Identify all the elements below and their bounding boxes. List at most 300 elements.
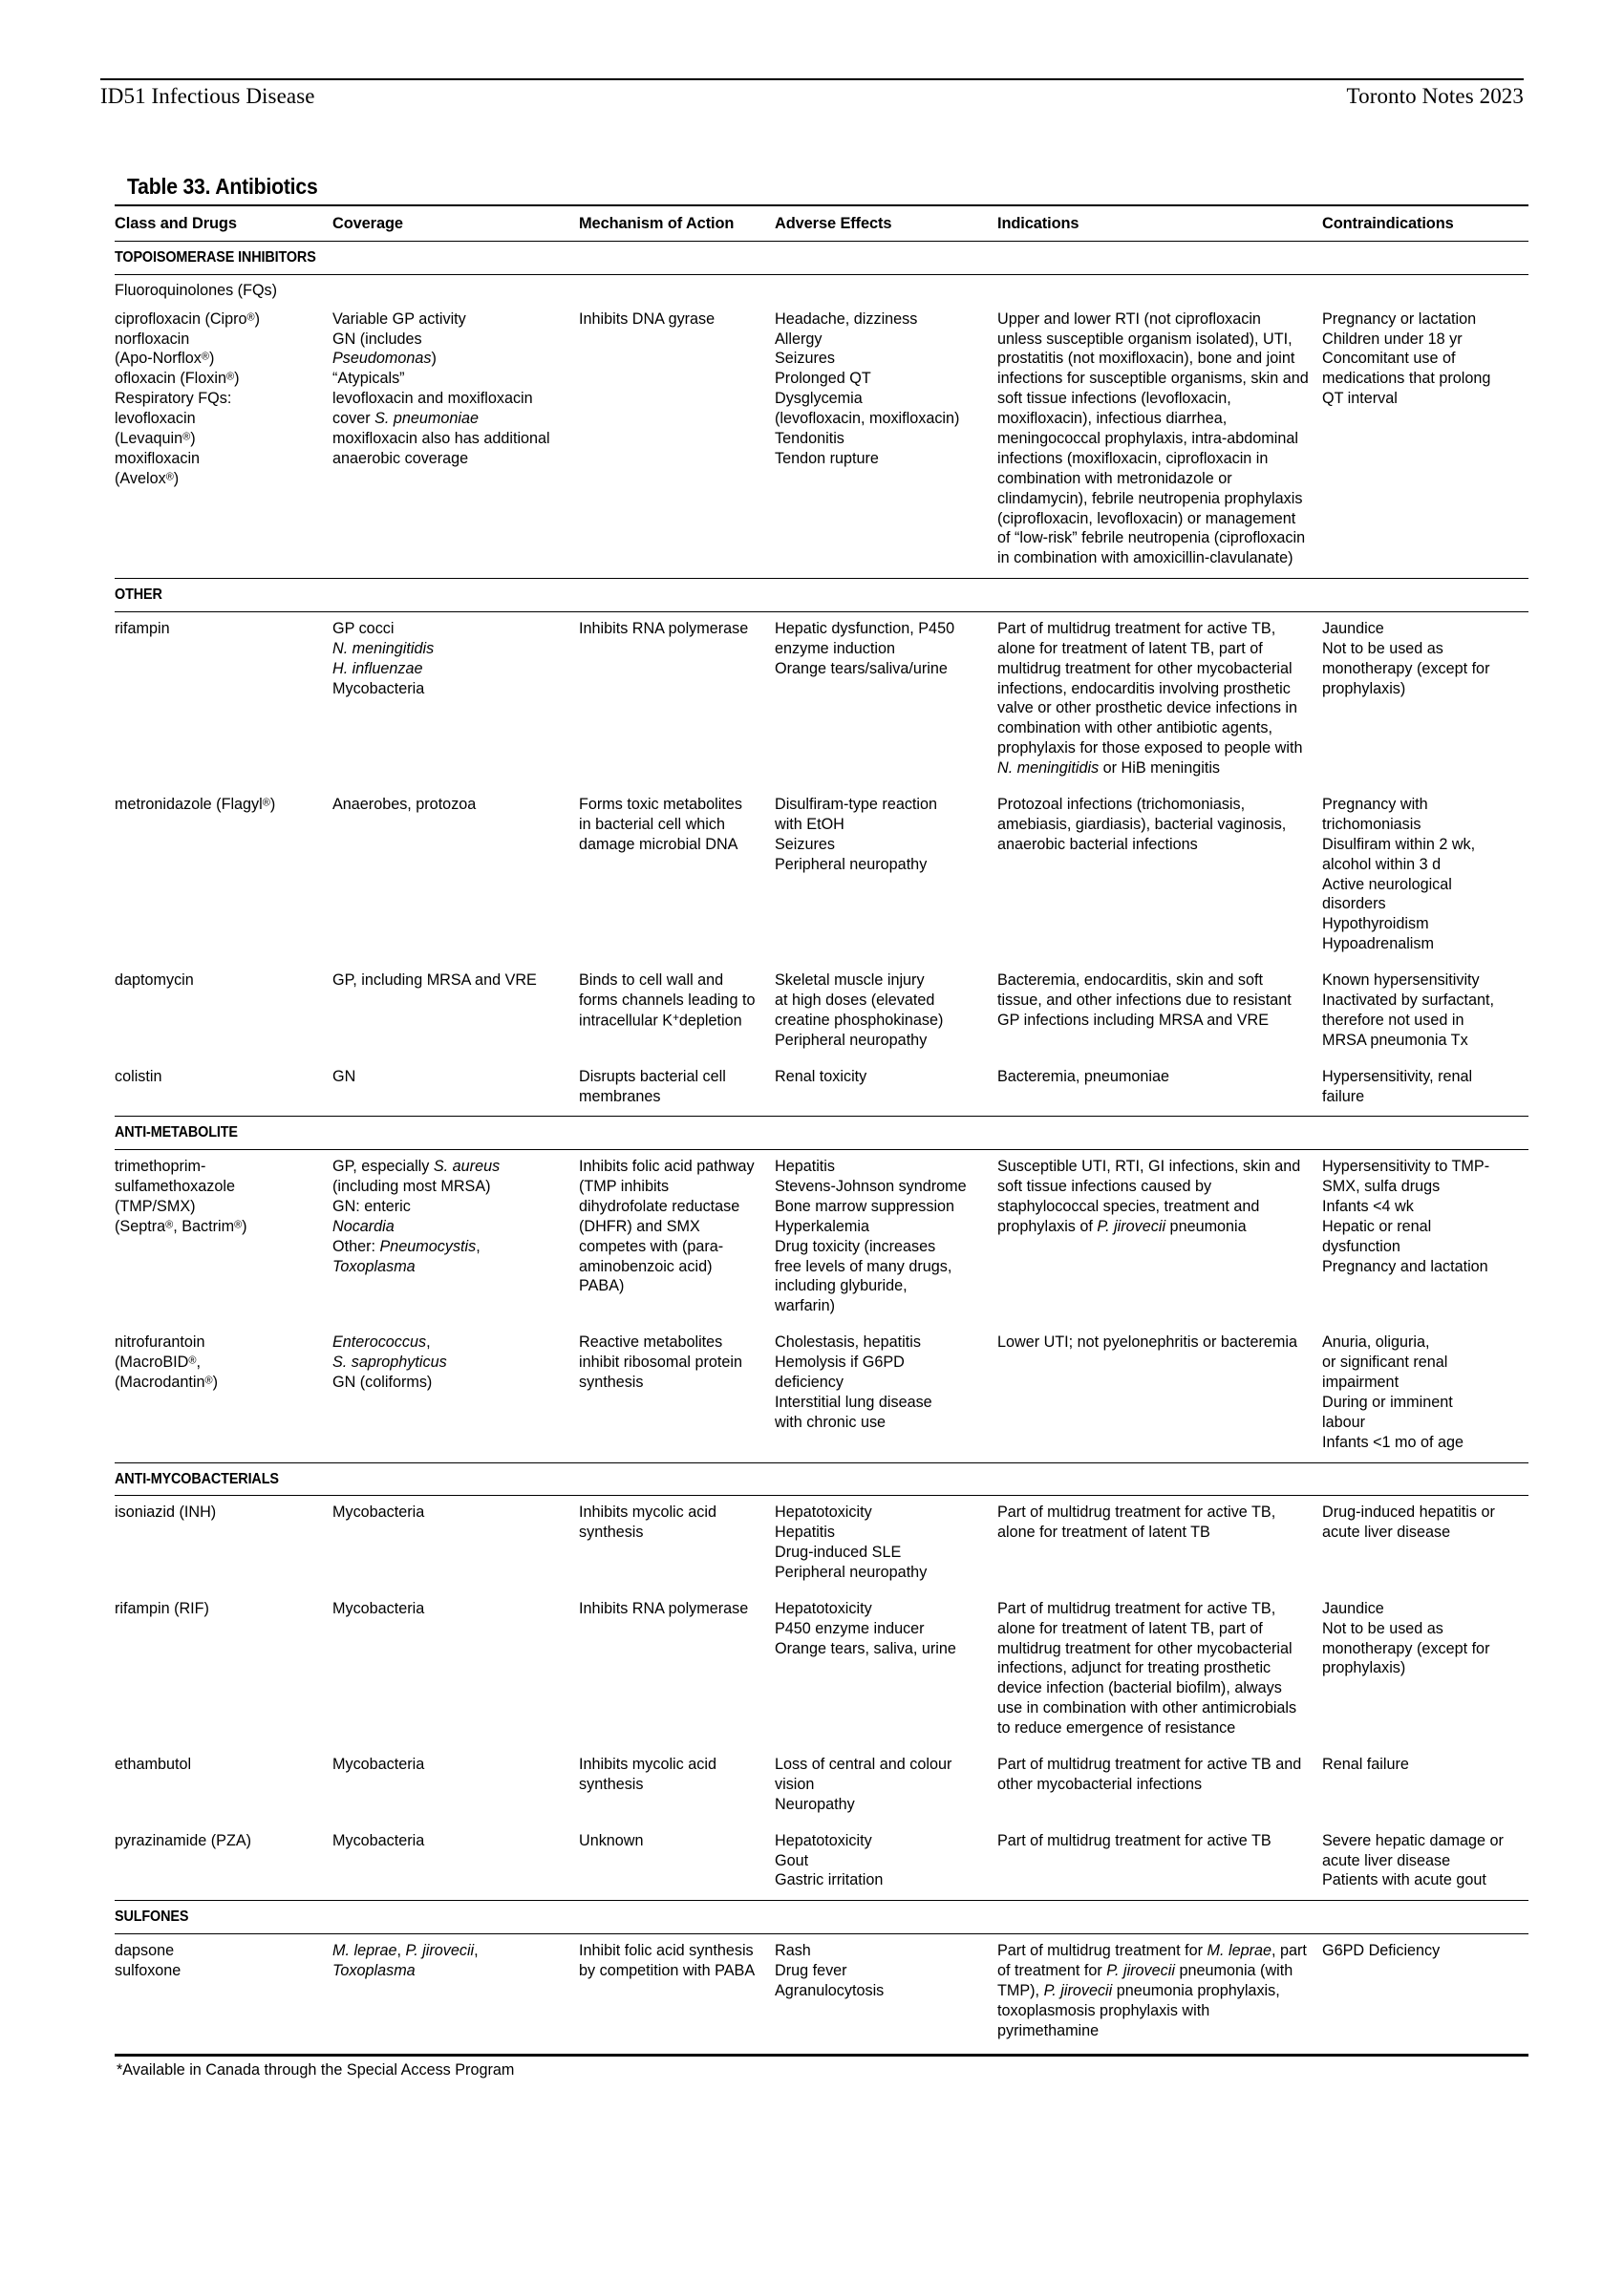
- cell-class-and-drugs: [115, 611, 332, 788]
- cell-line: with EtOH: [775, 815, 844, 833]
- cell-line: metronidazole (Flagyl®): [115, 796, 276, 813]
- cell-line: ofloxacin (Floxin®): [115, 370, 240, 388]
- cell-line: trichomoniasis: [1322, 815, 1421, 833]
- cell-coverage: [332, 303, 579, 579]
- cell-paragraph: Part of multidrug treatment for active TB: [997, 1831, 1271, 1849]
- cell-contraindications: [1322, 1824, 1528, 1901]
- section-name: ANTI-METABOLITE: [115, 1117, 1528, 1150]
- cell-adverse-effects: [775, 964, 997, 1060]
- section-name: TOPOISOMERASE INHIBITORS: [115, 242, 1528, 275]
- table-title: Table 33. Antibiotics: [127, 174, 318, 199]
- cell-line: inhibit ribosomal protein: [579, 1354, 742, 1372]
- cell-paragraph: Part of multidrug treatment for active TB, alone for treatment of latent TB: [997, 1504, 1276, 1542]
- cell-line: Hepatotoxicity: [775, 1831, 872, 1849]
- cell-contraindications: [1322, 1060, 1528, 1117]
- cell-line: Inhibits mycolic acid: [579, 1504, 716, 1522]
- cell-paragraph: Bacteremia, pneumoniae: [997, 1067, 1169, 1085]
- cell-mechanism: [579, 1496, 775, 1592]
- cell-line: failure: [1322, 1087, 1365, 1105]
- cell-class-and-drugs: [115, 964, 332, 1060]
- cell-line: moxifloxacin: [115, 449, 201, 467]
- cell-line: (Apo-Norflox®): [115, 350, 215, 368]
- cell-line: GN (coliforms): [332, 1374, 433, 1391]
- cell-line: isoniazid (INH): [115, 1504, 217, 1522]
- cell-line: Drug-induced SLE: [775, 1543, 902, 1561]
- running-head-left: ID51 Infectious Disease: [100, 84, 315, 108]
- cell-line: prophylaxis): [1322, 679, 1406, 697]
- section-name: ANTI-MYCOBACTERIALS: [115, 1462, 1528, 1496]
- cell-line: (DHFR) and SMX: [579, 1217, 700, 1235]
- cell-line: S. saprophyticus: [332, 1354, 447, 1372]
- section-header-row: [115, 1901, 1528, 1934]
- cell-line: colistin: [115, 1067, 162, 1085]
- cell-line: Disulfiram within 2 wk,: [1322, 835, 1476, 853]
- cell-mechanism: [579, 1748, 775, 1824]
- cell-line: synthesis: [579, 1524, 644, 1542]
- cell-line: GN: enteric: [332, 1197, 411, 1215]
- column-header-4: Indications: [997, 205, 1322, 242]
- cell-mechanism: [579, 1060, 775, 1117]
- table-row: [115, 1824, 1528, 1901]
- cell-mechanism: [579, 611, 775, 788]
- cell-line: damage microbial DNA: [579, 835, 738, 853]
- antibiotics-table: [115, 204, 1528, 2050]
- cell-indications: [997, 964, 1322, 1060]
- cell-paragraph: Part of multidrug treatment for active TB, alone for treatment of latent TB, part of multidrug treatment for other mycobacterial infections, adjunct for treating prosthetic device infection (bacterial biofilm), always use in combination with other antimicrobials to reduce emergence of resistance: [997, 1599, 1297, 1738]
- cell-line: Active neurological: [1322, 875, 1452, 893]
- cell-line: nitrofurantoin: [115, 1333, 205, 1352]
- cell-line: Renal toxicity: [775, 1067, 867, 1085]
- cell-line: Cholestasis, hepatitis: [775, 1333, 921, 1352]
- cell-contraindications: [1322, 788, 1528, 964]
- cell-line: Not to be used as: [1322, 1619, 1443, 1637]
- cell-contraindications: [1322, 1496, 1528, 1592]
- cell-line: (TMP inhibits: [579, 1177, 670, 1195]
- cell-line: Severe hepatic damage or: [1322, 1831, 1504, 1849]
- cell-line: impairment: [1322, 1374, 1400, 1391]
- cell-line: anaerobic coverage: [332, 449, 469, 467]
- cell-line: (TMP/SMX): [115, 1197, 196, 1215]
- cell-class-and-drugs: [115, 1326, 332, 1462]
- cell-class-and-drugs: [115, 1748, 332, 1824]
- cell-line: Disulfiram-type reaction: [775, 796, 938, 813]
- cell-line: Inhibits folic acid pathway: [579, 1158, 755, 1176]
- cell-adverse-effects: [775, 1933, 997, 2050]
- cell-line: Pregnancy and lactation: [1322, 1257, 1488, 1275]
- cell-line: trimethoprim-: [115, 1158, 206, 1176]
- table-row: [115, 303, 1528, 579]
- cell-contraindications: [1322, 1933, 1528, 2050]
- cell-line: Toxoplasma: [332, 1961, 416, 1979]
- footnote: *Available in Canada through the Special Access Program: [117, 2061, 515, 2079]
- cell-line: Infants <1 mo of age: [1322, 1433, 1464, 1451]
- cell-line: (Septra®, Bactrim®): [115, 1217, 247, 1235]
- cell-line: disorders: [1322, 895, 1386, 913]
- cell-class-and-drugs: [115, 1060, 332, 1117]
- cell-indications: [997, 1496, 1322, 1592]
- cell-line: Toxoplasma: [332, 1257, 416, 1275]
- cell-line: Hypersensitivity to TMP-: [1322, 1158, 1490, 1176]
- cell-line: (Macrodantin®): [115, 1374, 218, 1391]
- cell-indications: [997, 1748, 1322, 1824]
- cell-adverse-effects: [775, 1748, 997, 1824]
- cell-line: daptomycin: [115, 971, 194, 990]
- cell-line: Renal failure: [1322, 1755, 1409, 1773]
- cell-line: Hepatitis: [775, 1158, 835, 1176]
- cell-class-and-drugs: [115, 1496, 332, 1592]
- cell-line: Inhibit folic acid synthesis: [579, 1941, 754, 1959]
- cell-line: Tendon rupture: [775, 449, 879, 467]
- cell-line: monotherapy (except for: [1322, 659, 1490, 677]
- cell-class-and-drugs: [115, 1933, 332, 2050]
- cell-indications: [997, 611, 1322, 788]
- cell-line: MRSA pneumonia Tx: [1322, 1031, 1468, 1049]
- cell-line: Pregnancy or lactation: [1322, 309, 1477, 328]
- cell-line: Jaundice: [1322, 1599, 1384, 1617]
- section-header-row: [115, 1462, 1528, 1496]
- cell-line: G6PD Deficiency: [1322, 1941, 1441, 1959]
- cell-line: Prolonged QT: [775, 370, 871, 388]
- cell-line: Peripheral neuropathy: [775, 1563, 928, 1581]
- cell-line: Mycobacteria: [332, 679, 425, 697]
- cell-line: ciprofloxacin (Cipro®): [115, 309, 261, 328]
- cell-indications: [997, 1592, 1322, 1748]
- cell-contraindications: [1322, 611, 1528, 788]
- cell-contraindications: [1322, 1150, 1528, 1327]
- cell-class-and-drugs: [115, 1592, 332, 1748]
- cell-line: with chronic use: [775, 1413, 887, 1431]
- cell-line: Inhibits RNA polymerase: [579, 1599, 749, 1617]
- cell-line: M. leprae, P. jirovecii,: [332, 1941, 479, 1959]
- cell-paragraph: Bacteremia, endocarditis, skin and soft tissue, and other infections due to resistant GP infections including MRSA and VRE: [997, 971, 1292, 1029]
- cell-line: Orange tears/saliva/urine: [775, 659, 948, 677]
- cell-line: (including most MRSA): [332, 1177, 491, 1195]
- section-header-row: [115, 242, 1528, 275]
- cell-line: Binds to cell wall and: [579, 971, 724, 990]
- cell-line: Bone marrow suppression: [775, 1197, 955, 1215]
- cell-line: (Avelox®): [115, 469, 180, 487]
- cell-line: Inhibits mycolic acid: [579, 1755, 716, 1773]
- cell-line: “Atypicals”: [332, 370, 405, 388]
- cell-coverage: [332, 1592, 579, 1748]
- cell-class-and-drugs: [115, 303, 332, 579]
- cell-line: sulfamethoxazole: [115, 1177, 235, 1195]
- cell-line: Peripheral neuropathy: [775, 855, 928, 873]
- cell-line: or significant renal: [1322, 1354, 1448, 1372]
- cell-line: QT interval: [1322, 390, 1398, 408]
- cell-line: Skeletal muscle injury: [775, 971, 925, 990]
- cell-indications: [997, 1326, 1322, 1462]
- cell-line: Mycobacteria: [332, 1504, 425, 1522]
- cell-line: vision: [775, 1775, 815, 1793]
- cell-line: pyrazinamide (PZA): [115, 1831, 252, 1849]
- cell-line: Patients with acute gout: [1322, 1871, 1486, 1889]
- cell-line: Tendonitis: [775, 430, 844, 448]
- cell-paragraph: Protozoal infections (trichomoniasis, amebiasis, giardiasis), bacterial vaginosis, anaerobic bacterial infections: [997, 796, 1287, 853]
- cell-line: N. meningitidis: [332, 639, 435, 657]
- cell-line: Anaerobes, protozoa: [332, 796, 477, 813]
- cell-line: Gout: [775, 1851, 809, 1869]
- cell-line: GP, especially S. aureus: [332, 1158, 501, 1176]
- column-header-3: Adverse Effects: [775, 205, 997, 242]
- cell-contraindications: [1322, 964, 1528, 1060]
- cell-line: Rash: [775, 1941, 811, 1959]
- cell-line: labour: [1322, 1413, 1365, 1431]
- cell-adverse-effects: [775, 1060, 997, 1117]
- column-header-1: Coverage: [332, 205, 579, 242]
- cell-line: warfarin): [775, 1297, 835, 1315]
- cell-line: Hepatotoxicity: [775, 1504, 872, 1522]
- cell-line: Known hypersensitivity: [1322, 971, 1480, 990]
- cell-line: Inhibits RNA polymerase: [579, 619, 749, 637]
- running-head-rule: [100, 78, 1524, 80]
- cell-mechanism: [579, 1824, 775, 1901]
- cell-paragraph: Lower UTI; not pyelonephritis or bacteremia: [997, 1333, 1298, 1352]
- cell-line: Not to be used as: [1322, 639, 1443, 657]
- cell-line: intracellular K+depletion: [579, 1011, 742, 1030]
- section-header-row: [115, 579, 1528, 612]
- section-header-row: [115, 1117, 1528, 1150]
- cell-line: Infants <4 wk: [1322, 1197, 1414, 1215]
- footnote-rule: [115, 2054, 1528, 2057]
- cell-indications: [997, 788, 1322, 964]
- table-row: [115, 611, 1528, 788]
- cell-contraindications: [1322, 1748, 1528, 1824]
- cell-line: acute liver disease: [1322, 1524, 1451, 1542]
- cell-line: Peripheral neuropathy: [775, 1031, 928, 1049]
- cell-line: synthesis: [579, 1374, 644, 1391]
- table-row: [115, 1592, 1528, 1748]
- section-name: OTHER: [115, 579, 1528, 612]
- cell-line: P450 enzyme inducer: [775, 1619, 925, 1637]
- cell-mechanism: [579, 1326, 775, 1462]
- cell-coverage: [332, 1824, 579, 1901]
- cell-line: Agranulocytosis: [775, 1981, 885, 1999]
- cell-line: Stevens-Johnson syndrome: [775, 1177, 967, 1195]
- cell-line: Anuria, oliguria,: [1322, 1333, 1430, 1352]
- cell-line: Allergy: [775, 330, 823, 348]
- cell-line: Children under 18 yr: [1322, 330, 1463, 348]
- cell-line: Hypersensitivity, renal: [1322, 1067, 1473, 1085]
- cell-paragraph: Part of multidrug treatment for M. leprae, part of treatment for P. jirovecii pneumonia (with TMP), P. jirovecii pneumonia prophylaxis, toxoplasmosis prophylaxis with pyrimethamine: [997, 1941, 1307, 2039]
- cell-line: Hypoadrenalism: [1322, 935, 1434, 953]
- cell-line: free levels of many drugs,: [775, 1257, 952, 1275]
- cell-line: Dysglycemia: [775, 390, 863, 408]
- table-row: [115, 1326, 1528, 1462]
- cell-line: competes with (para-: [579, 1237, 724, 1255]
- cell-coverage: [332, 611, 579, 788]
- cell-adverse-effects: [775, 1496, 997, 1592]
- cell-mechanism: [579, 303, 775, 579]
- cell-indications: [997, 1150, 1322, 1327]
- cell-adverse-effects: [775, 1592, 997, 1748]
- cell-line: Interstitial lung disease: [775, 1393, 932, 1411]
- cell-line: synthesis: [579, 1775, 644, 1793]
- cell-line: membranes: [579, 1087, 661, 1105]
- cell-line: Seizures: [775, 350, 835, 368]
- cell-line: H. influenzae: [332, 659, 423, 677]
- cell-line: rifampin: [115, 619, 170, 637]
- cell-line: ethambutol: [115, 1755, 192, 1773]
- cell-adverse-effects: [775, 611, 997, 788]
- cell-line: Drug fever: [775, 1961, 847, 1979]
- cell-line: sulfoxone: [115, 1961, 182, 1979]
- cell-line: (Levaquin®): [115, 430, 196, 448]
- cell-contraindications: [1322, 303, 1528, 579]
- cell-line: (MacroBID®,: [115, 1354, 201, 1372]
- cell-adverse-effects: [775, 303, 997, 579]
- cell-adverse-effects: [775, 788, 997, 964]
- cell-coverage: [332, 1326, 579, 1462]
- cell-line: medications that prolong: [1322, 370, 1491, 388]
- cell-line: SMX, sulfa drugs: [1322, 1177, 1441, 1195]
- table-row: [115, 1748, 1528, 1824]
- cell-line: creatine phosphokinase): [775, 1011, 944, 1029]
- cell-line: including glyburide,: [775, 1277, 908, 1295]
- cell-line: Hyperkalemia: [775, 1217, 869, 1235]
- table-row: [115, 788, 1528, 964]
- column-header-5: Contraindications: [1322, 205, 1528, 242]
- table-header-row: [115, 205, 1528, 242]
- cell-mechanism: [579, 964, 775, 1060]
- cell-line: Drug toxicity (increases: [775, 1237, 936, 1255]
- cell-line: therefore not used in: [1322, 1011, 1464, 1029]
- running-head-right: Toronto Notes 2023: [1346, 84, 1524, 108]
- cell-line: dihydrofolate reductase: [579, 1197, 740, 1215]
- cell-line: Orange tears, saliva, urine: [775, 1639, 956, 1657]
- cell-coverage: [332, 964, 579, 1060]
- section-subhead-row: [115, 274, 1528, 302]
- running-head: [100, 84, 1524, 109]
- cell-class-and-drugs: [115, 1150, 332, 1327]
- cell-line: Mycobacteria: [332, 1831, 425, 1849]
- cell-adverse-effects: [775, 1150, 997, 1327]
- cell-line: dysfunction: [1322, 1237, 1400, 1255]
- cell-line: Other: Pneumocystis,: [332, 1237, 481, 1255]
- cell-line: Hepatotoxicity: [775, 1599, 872, 1617]
- cell-line: dapsone: [115, 1941, 175, 1959]
- cell-line: Enterococcus,: [332, 1333, 431, 1352]
- cell-line: Drug-induced hepatitis or: [1322, 1504, 1495, 1522]
- cell-line: Headache, dizziness: [775, 309, 918, 328]
- cell-line: Gastric irritation: [775, 1871, 884, 1889]
- cell-class-and-drugs: [115, 788, 332, 964]
- cell-paragraph: Part of multidrug treatment for active TB and other mycobacterial infections: [997, 1755, 1302, 1793]
- cell-line: at high doses (elevated: [775, 992, 935, 1010]
- cell-line: Variable GP activity: [332, 309, 466, 328]
- cell-indications: [997, 1824, 1322, 1901]
- cell-line: (levofloxacin, moxifloxacin): [775, 410, 960, 428]
- cell-contraindications: [1322, 1326, 1528, 1462]
- cell-line: Hemolysis if G6PD: [775, 1354, 905, 1372]
- cell-line: cover S. pneumoniae: [332, 410, 479, 428]
- cell-line: Jaundice: [1322, 619, 1384, 637]
- cell-indications: [997, 1060, 1322, 1117]
- cell-line: Pregnancy with: [1322, 796, 1428, 813]
- cell-line: Reactive metabolites: [579, 1333, 723, 1352]
- column-header-2: Mechanism of Action: [579, 205, 775, 242]
- cell-line: rifampin (RIF): [115, 1599, 209, 1617]
- cell-contraindications: [1322, 1592, 1528, 1748]
- cell-line: Inhibits DNA gyrase: [579, 309, 716, 328]
- cell-indications: [997, 303, 1322, 579]
- section-subhead: Fluoroquinolones (FQs): [115, 274, 1528, 302]
- cell-line: in bacterial cell which: [579, 815, 725, 833]
- cell-line: forms channels leading to: [579, 992, 756, 1010]
- cell-line: Disrupts bacterial cell: [579, 1067, 726, 1085]
- cell-mechanism: [579, 1933, 775, 2050]
- cell-line: prophylaxis): [1322, 1659, 1406, 1677]
- cell-line: Hepatic dysfunction, P450: [775, 619, 955, 637]
- cell-line: Mycobacteria: [332, 1599, 425, 1617]
- cell-line: acute liver disease: [1322, 1851, 1451, 1869]
- cell-line: GN (includes: [332, 330, 422, 348]
- cell-adverse-effects: [775, 1326, 997, 1462]
- cell-line: GP cocci: [332, 619, 395, 637]
- section-name: SULFONES: [115, 1901, 1528, 1934]
- cell-line: alcohol within 3 d: [1322, 855, 1442, 873]
- cell-mechanism: [579, 788, 775, 964]
- cell-line: Respiratory FQs:: [115, 390, 232, 408]
- cell-line: norfloxacin: [115, 330, 190, 348]
- cell-indications: [997, 1933, 1322, 2050]
- table-row: [115, 1150, 1528, 1327]
- cell-coverage: [332, 1150, 579, 1327]
- table-row: [115, 1496, 1528, 1592]
- table-row: [115, 964, 1528, 1060]
- cell-line: Hepatic or renal: [1322, 1217, 1432, 1235]
- cell-line: Hypothyroidism: [1322, 915, 1429, 933]
- cell-line: Pseudomonas): [332, 350, 437, 368]
- cell-line: levofloxacin: [115, 410, 196, 428]
- cell-line: aminobenzoic acid) PABA): [579, 1257, 716, 1295]
- cell-line: Hepatitis: [775, 1524, 835, 1542]
- cell-coverage: [332, 1060, 579, 1117]
- cell-line: Forms toxic metabolites: [579, 796, 742, 813]
- cell-line: monotherapy (except for: [1322, 1639, 1490, 1657]
- cell-coverage: [332, 1748, 579, 1824]
- cell-line: enzyme induction: [775, 639, 895, 657]
- cell-line: Unknown: [579, 1831, 644, 1849]
- cell-class-and-drugs: [115, 1824, 332, 1901]
- cell-paragraph: Part of multidrug treatment for active TB, alone for treatment of latent TB, part of multidrug treatment for other mycobacterial infections, endocarditis involving prosthetic valve or other prosthetic device infections in combination with other antibiotic agents, prophylaxis for those exposed to people with N. meningitidis or HiB meningitis: [997, 619, 1303, 778]
- cell-paragraph: Susceptible UTI, RTI, GI infections, skin and soft tissue infections caused by staphylococcal species, treatment and prophylaxis of P. jirovecii pneumonia: [997, 1158, 1301, 1235]
- cell-line: Loss of central and colour: [775, 1755, 952, 1773]
- cell-mechanism: [579, 1592, 775, 1748]
- cell-adverse-effects: [775, 1824, 997, 1901]
- cell-line: Mycobacteria: [332, 1755, 425, 1773]
- cell-line: deficiency: [775, 1374, 844, 1391]
- cell-line: Neuropathy: [775, 1795, 855, 1813]
- cell-line: GP, including MRSA and VRE: [332, 971, 537, 990]
- cell-line: Nocardia: [332, 1217, 395, 1235]
- cell-line: Concomitant use of: [1322, 350, 1456, 368]
- cell-line: During or imminent: [1322, 1393, 1453, 1411]
- cell-line: by competition with PABA: [579, 1961, 756, 1979]
- cell-coverage: [332, 788, 579, 964]
- cell-line: GN: [332, 1067, 356, 1085]
- table-row: [115, 1933, 1528, 2050]
- table-row: [115, 1060, 1528, 1117]
- cell-coverage: [332, 1933, 579, 2050]
- cell-mechanism: [579, 1150, 775, 1327]
- column-header-0: Class and Drugs: [115, 205, 332, 242]
- cell-coverage: [332, 1496, 579, 1592]
- cell-line: levofloxacin and moxifloxacin: [332, 390, 533, 408]
- cell-line: Seizures: [775, 835, 835, 853]
- cell-line: Inactivated by surfactant,: [1322, 992, 1494, 1010]
- cell-line: moxifloxacin also has additional: [332, 430, 550, 448]
